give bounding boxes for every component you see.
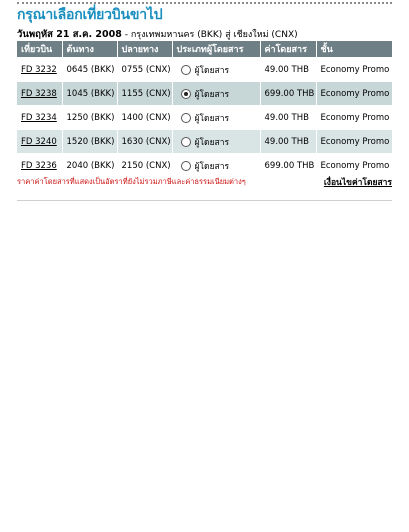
col-header-fare: ค่าโดยสาร (260, 41, 316, 58)
flight-date-route (17, 27, 298, 42)
passenger-type-cell (172, 106, 260, 130)
fare-radio[interactable] (181, 65, 191, 75)
fare-conditions-link[interactable]: เงื่อนไขค่าโดยสาร (323, 178, 392, 188)
fare-class: Economy Promo (316, 82, 392, 106)
depart-time: 1045 (BKK) (62, 82, 117, 106)
passenger-type-cell (172, 82, 260, 106)
fare-class: Economy Promo (316, 130, 392, 154)
table-header-row (17, 41, 392, 58)
passenger-type-label: ผู้โดยสาร (194, 161, 230, 172)
fare-amount: 699.00 THB (260, 82, 316, 106)
fare-class: Economy Promo (316, 58, 392, 82)
passenger-type-cell (172, 154, 260, 178)
table-row (17, 154, 392, 178)
passenger-type-label: ผู้โดยสาร (194, 65, 230, 76)
fare-amount: 699.00 THB (260, 154, 316, 178)
table-row (17, 106, 392, 130)
col-header-class: ชั้น (316, 41, 392, 58)
table-row (17, 130, 392, 154)
arrive-time: 1400 (CNX) (117, 106, 172, 130)
flight-route: - กรุงเทพมหานคร (BKK) สู่ เชียงใหม่ (CNX) (121, 30, 298, 40)
page-title: กรุณาเลือกเที่ยวบินขาไป (17, 7, 163, 23)
flight-number-link[interactable]: FD 3238 (21, 88, 57, 99)
passenger-type-label: ผู้โดยสาร (194, 137, 230, 148)
depart-time: 2040 (BKK) (62, 154, 117, 178)
arrive-time: 1155 (CNX) (117, 82, 172, 106)
passenger-type-label: ผู้โดยสาร (194, 113, 230, 124)
col-header-passenger: ประเภทผู้โดยสาร (172, 41, 260, 58)
col-header-depart: ต้นทาง (62, 41, 117, 58)
depart-time: 1250 (BKK) (62, 106, 117, 130)
flight-date: วันพฤหัส 21 ส.ค. 2008 (17, 29, 122, 40)
passenger-type-label: ผู้โดยสาร (194, 89, 230, 100)
flight-number-link[interactable]: FD 3234 (21, 112, 57, 123)
fare-class: Economy Promo (316, 106, 392, 130)
fare-class: Economy Promo (316, 154, 392, 178)
flight-number-link[interactable]: FD 3232 (21, 64, 57, 75)
table-row (17, 82, 392, 106)
fare-amount: 49.00 THB (260, 130, 316, 154)
tax-footnote: ราคาค่าโดยสารที่แสดงเป็นอัตราที่ยังไม่รวมภาษีและค่าธรรมเนียมต่างๆ (17, 177, 246, 186)
depart-time: 1520 (BKK) (62, 130, 117, 154)
flight-number-link[interactable]: FD 3236 (21, 160, 57, 171)
fare-amount: 49.00 THB (260, 106, 316, 130)
table-row (17, 58, 392, 82)
fare-radio[interactable] (181, 113, 191, 123)
flight-number-link[interactable]: FD 3240 (21, 136, 57, 147)
fare-radio[interactable] (181, 161, 191, 171)
passenger-type-cell (172, 58, 260, 82)
bottom-divider (17, 200, 392, 201)
arrive-time: 1630 (CNX) (117, 130, 172, 154)
passenger-type-cell (172, 130, 260, 154)
col-header-arrive: ปลายทาง (117, 41, 172, 58)
fare-radio-selected[interactable] (181, 89, 191, 99)
fare-radio[interactable] (181, 137, 191, 147)
depart-time: 0645 (BKK) (62, 58, 117, 82)
arrive-time: 0755 (CNX) (117, 58, 172, 82)
arrive-time: 2150 (CNX) (117, 154, 172, 178)
flights-table (17, 41, 392, 177)
col-header-flight: เที่ยวบิน (17, 41, 62, 58)
fare-amount: 49.00 THB (260, 58, 316, 82)
